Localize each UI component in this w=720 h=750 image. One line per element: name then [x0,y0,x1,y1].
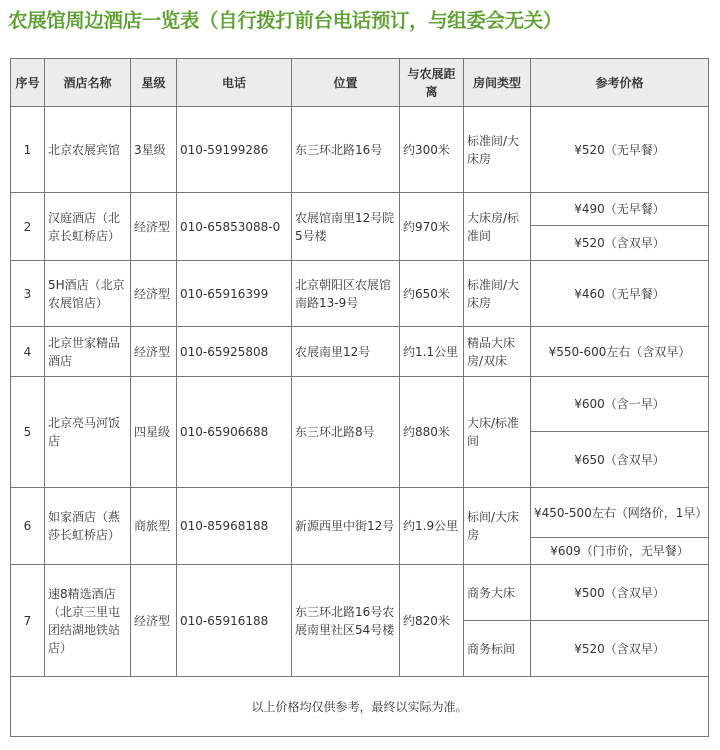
hotel-room-type: 标准间/大床房 [464,261,531,327]
hotel-phone: 010-65925808 [177,327,292,377]
hotel-no: 3 [11,261,45,327]
header-no: 序号 [11,59,45,107]
hotel-distance: 约1.9公里 [400,488,464,565]
hotel-phone: 010-65916399 [177,261,292,327]
page-title: 农展馆周边酒店一览表（自行拨打前台电话预订，与组委会无关） [8,9,562,32]
table-row [11,488,709,538]
hotel-star: 经济型 [131,565,177,677]
hotel-star: 商旅型 [131,488,177,565]
hotel-address: 北京朝阳区农展馆南路13-9号 [292,261,400,327]
hotel-room-type: 精品大床房/双床 [464,327,531,377]
hotel-distance: 约970米 [400,193,464,261]
hotel-distance: 约820米 [400,565,464,677]
hotel-no: 5 [11,377,45,488]
table-row [11,261,709,327]
hotel-price: ¥520（无早餐） [531,107,709,193]
hotel-star: 经济型 [131,327,177,377]
header-star: 星级 [131,59,177,107]
header-price: 参考价格 [531,59,709,107]
footer-row [11,677,709,737]
table-row [11,565,709,621]
hotel-price: ¥450-500左右（网络价，1早） [531,488,709,538]
table-row [11,193,709,226]
table-row [11,107,709,193]
footer-note: 以上价格均仅供参考，最终以实际为准。 [11,677,709,737]
header-row [11,59,709,107]
header-dist: 与农展距离 [400,59,464,107]
hotel-name: 如家酒店（燕莎长虹桥店） [45,488,131,565]
hotel-room-type: 商务大床 [464,565,531,621]
hotel-address: 东三环北路16号 [292,107,400,193]
header-tel: 电话 [177,59,292,107]
hotel-distance: 约650米 [400,261,464,327]
hotel-phone: 010-65853088-0 [177,193,292,261]
hotel-no: 6 [11,488,45,565]
hotel-price: ¥550-600左右（含双早） [531,327,709,377]
hotel-name: 汉庭酒店（北京长虹桥店） [45,193,131,261]
hotel-star: 3星级 [131,107,177,193]
hotel-no: 1 [11,107,45,193]
hotel-room-type: 大床/标准间 [464,377,531,488]
hotel-price: ¥600（含一早） [531,377,709,432]
header-room: 房间类型 [464,59,531,107]
hotel-no: 4 [11,327,45,377]
hotel-star: 经济型 [131,193,177,261]
hotel-name: 北京亮马河饭店 [45,377,131,488]
hotel-room-type: 标准间/大床房 [464,107,531,193]
hotel-price: ¥520（含双早） [531,226,709,261]
hotel-name: 速8精选酒店（北京三里屯团结湖地铁站店） [45,565,131,677]
hotel-price: ¥520（含双早） [531,621,709,677]
hotel-name: 5H酒店（北京农展馆店） [45,261,131,327]
hotel-room-type: 商务标间 [464,621,531,677]
hotel-no: 2 [11,193,45,261]
hotel-no: 7 [11,565,45,677]
hotel-address: 东三环北路8号 [292,377,400,488]
hotel-phone: 010-85968188 [177,488,292,565]
hotel-star: 四星级 [131,377,177,488]
table-row [11,327,709,377]
hotel-address: 农展南里12号 [292,327,400,377]
hotel-phone: 010-59199286 [177,107,292,193]
hotel-room-type: 标间/大床房 [464,488,531,565]
hotel-price: ¥460（无早餐） [531,261,709,327]
hotel-address: 新源西里中街12号 [292,488,400,565]
hotel-distance: 约1.1公里 [400,327,464,377]
hotel-name: 北京农展宾馆 [45,107,131,193]
hotel-room-type: 大床房/标准间 [464,193,531,261]
hotel-distance: 约300米 [400,107,464,193]
header-name: 酒店名称 [45,59,131,107]
hotel-price: ¥490（无早餐） [531,193,709,226]
hotel-price: ¥609（门市价，无早餐） [531,538,709,565]
hotel-table [10,58,709,737]
hotel-address: 东三环北路16号农展南里社区54号楼 [292,565,400,677]
hotel-distance: 约880米 [400,377,464,488]
hotel-price: ¥650（含双早） [531,432,709,488]
hotel-star: 经济型 [131,261,177,327]
hotel-phone: 010-65906688 [177,377,292,488]
hotel-address: 农展馆南里12号院5号楼 [292,193,400,261]
hotel-phone: 010-65916188 [177,565,292,677]
table-row [11,377,709,432]
hotel-price: ¥500（含双早） [531,565,709,621]
header-addr: 位置 [292,59,400,107]
hotel-name: 北京世家精品酒店 [45,327,131,377]
